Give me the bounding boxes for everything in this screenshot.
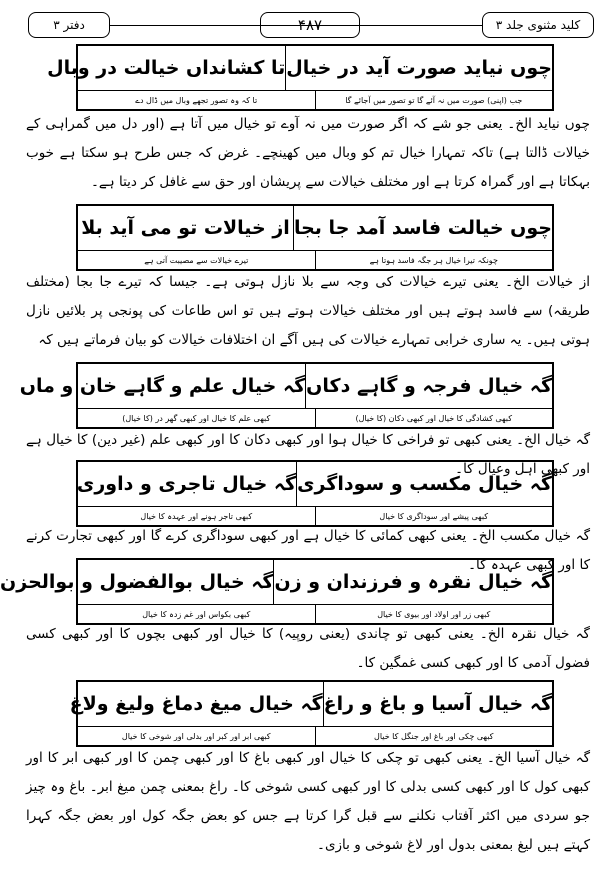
verse-first-translation: کبھی کشادگی کا خیال اور کبھی دکان (کا خیال) [355,413,513,423]
verse-first-hemistich: گہ خیال مکسب و سوداگری [297,473,552,495]
verse-first-translation: چونکہ تیرا خیال ہر جگہ فاسد ہوتا ہے [369,255,498,265]
verse-box [0,558,554,625]
commentary-paragraph: گہ خیال نقرہ الخ۔ یعنی کبھی تو چاندی (یعنی روپیہ) کا خیال اور کبھی بچوں کا اور کبھی کسی فضول آدمی کا اور کبھی کسی غمگین کا۔ [26,626,590,671]
commentary-paragraph: گہ خیال مکسب الخ۔ یعنی کبھی کمائی کا خیال ہے اور کبھی سوداگری کرے گا اور کبھی تجارت کرنے کا اور کبھی عہدہ کا۔ [26,528,590,573]
verse-second-hemistich: گہ خیال بوالفضول و بوالحزن [0,560,274,604]
verse-first-translation: جب (اپنی) صورت میں نہ آئے گا تو تصور میں آجائے گا [345,95,523,105]
verse-second-translation: کبھی ابر اور کبر اور بدلی اور شوخی کا خیال [78,727,316,745]
commentary-paragraph: گہ خیال آسیا الخ۔ یعنی کبھی تو چکی کا خیال اور کبھی باغ کا اور کبھی چمن کا اور کبھی ابر کا اور کبھی کول کا اور کبھی کسی بدلی کا اور کبھی کسی شوخی کا۔ راغ بمعنی چمن میغ ابر۔ باغ وہ چیز جو سردی میں اکثر آفتاب نکلنے سے قبل گرا کرتا ہے جس کو بعض جگہ کول اور بعض جگہ کہرا کہتے ہیں لیغ بمعنی بدول اور لاغ شوخی و بازی۔ [26,750,590,853]
verse-box [69,680,554,747]
verse-first-translation: کبھی زر اور اولاد اور بیوی کا خیال [377,609,491,619]
verse-second-hemistich: گہ خیال میغ دماغ ولیغ ولاغ [70,682,324,726]
page-header [10,0,610,40]
verse-box [76,204,554,271]
page-number: ۴۸۷ [260,12,360,38]
verse-box [19,362,554,429]
verse-first-hemistich: گہ خیال فرجہ و گاہے دکاں [306,375,552,397]
verse-second-translation: تیرے خیالات سے مصیبت آتی ہے [78,251,316,269]
verse-second-translation: کبھی تاجر ہونے اور عہدہ کا خیال [78,507,316,525]
book-title: کلید مثنوی جلد ۳ [482,12,594,38]
commentary-paragraph: چوں نیاید الخ۔ یعنی جو شے کہ اگر صورت میں نہ آوے تو خیال میں آتا ہے (اور دل میں گمراہی کے خیالات ڈالتا ہے) تاکہ تمہارا خیال تم کو وبال میں کھینچے۔ غرض کہ جس طرح ہو سکتا ہے خوب بہکاتا ہے اور گمراہ کرتا ہے اور مختلف خیالات سے پریشان اور حق سے غافل کر دیتا ہے۔ [26,116,590,190]
verse-first-translation: کبھی پیشے اور سوداگری کا خیال [379,511,489,521]
verse-first-hemistich: چوں نیاید صورت آید در خیال [286,57,552,79]
verse-box [76,460,554,527]
verse-first-translation: کبھی چکی اور باغ اور جنگل کا خیال [374,731,494,741]
verse-second-hemistich: از خیالات تو می آید بلا [78,206,294,250]
commentary-paragraph: گہ خیال الخ۔ یعنی کبھی تو فراخی کا خیال ہوا اور کبھی دکان کا اور کبھی علم (غیر دین) کا خیال ہے اور کبھی اہل وعیال کا۔ [26,432,590,477]
verse-second-hemistich: تا کشانداں خیالت در وبال [47,46,286,90]
verse-second-translation: کبھی بکواس اور غم زدہ کا خیال [78,605,316,623]
section-label: دفتر ۳ [28,12,110,38]
verse-second-hemistich: گہ خیال علم و گاہے خان و ماں [20,364,306,408]
verse-first-hemistich: گہ خیال آسیا و باغ و راغ [323,693,552,715]
verse-first-hemistich: گہ خیال نقرہ و فرزندان و زن [274,571,552,593]
verse-second-translation: کبھی علم کا خیال اور کبھی گھر در (کا خیال) [78,409,316,427]
verse-second-hemistich: گہ خیال تاجری و داوری [77,462,297,506]
commentary-paragraph: از خیالات الخ۔ یعنی تیرے خیالات کی وجہ سے بلا نازل ہوتی ہے۔ جیسا کہ تیرے جا بجا (مختلف طریقہ) سے فاسد ہوتے ہیں اور مختلف خیالات ہوتے ہیں تو اس طاعات کی پونجی پر بلائیں نازل ہوتی ہیں۔ یہ ساری خرابی تمہارے خیالات کی ہیں آگے ان اختلافات خیالات کو بیان فرماتے ہیں کہ [26,274,590,348]
verse-second-translation: تا کہ وہ تصور تجھے وبال میں ڈال دے [78,91,316,109]
verse-box [47,44,554,111]
verse-first-hemistich: چوں خیالت فاسد آمد جا بجا [293,217,552,239]
